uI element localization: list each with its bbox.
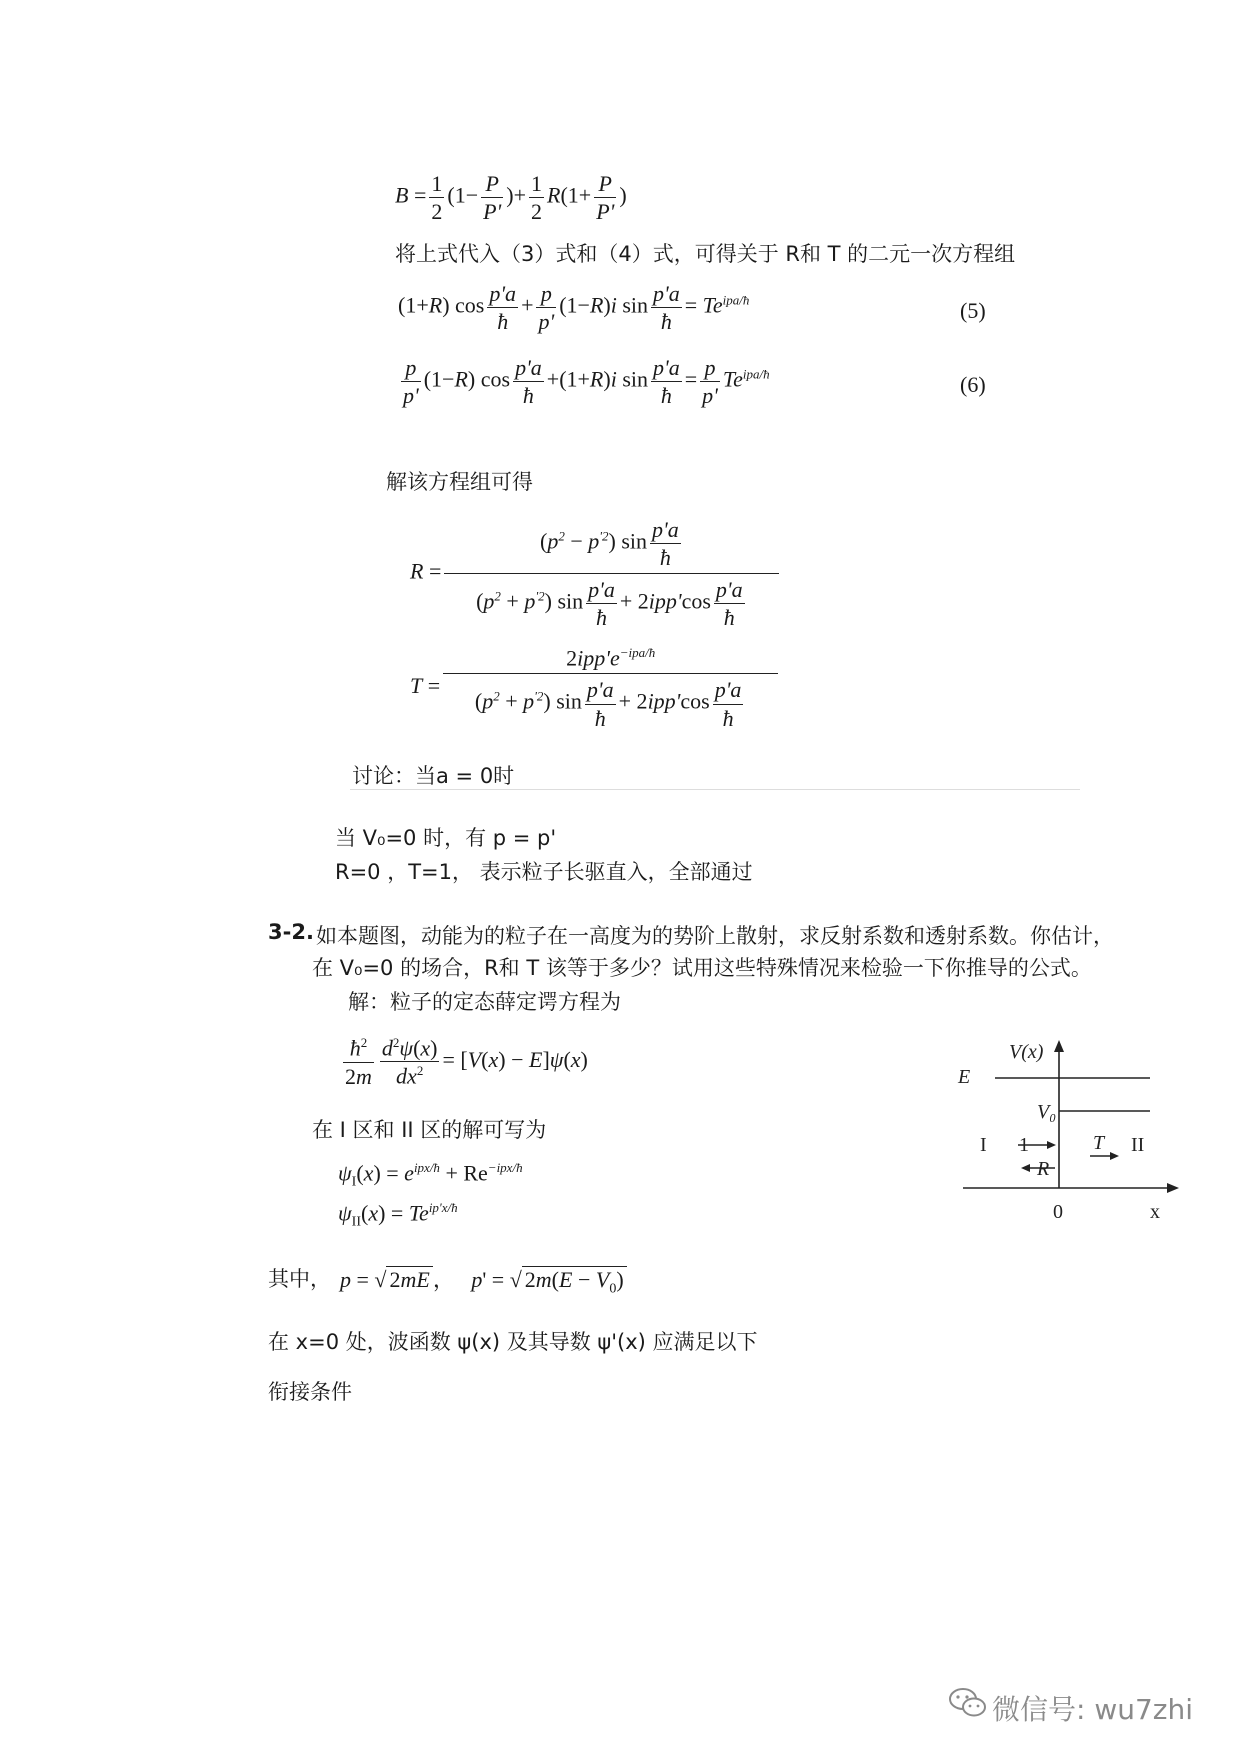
solve-line: 解该方程组可得 — [386, 470, 533, 494]
where-label: 其中， — [268, 1267, 331, 1291]
equation-t: T = $2ipp'e^{-ipa/ħ}$ $(p^2 + p^{'2})$ sin $\frac{p'a}{ħ}$ + 2ipp'cos $\frac{p'a}{ħ}$ — [410, 646, 781, 730]
matching-conditions: 衔接条件 — [268, 1380, 352, 1404]
reflected-label: R — [1037, 1158, 1050, 1180]
psi-2-solution: $\psi_{II}(x) = Te^{ip'x/ħ}$ — [338, 1200, 458, 1230]
divider — [350, 789, 1080, 790]
equation-b: B = $\frac{1}{2}$ (1− $\frac{P}{P'}$ )+ $\frac{1}{2}$ R(1+ $\frac{P}{P'}$ ) — [395, 171, 627, 225]
x-axis-label: x — [1150, 1201, 1160, 1223]
schrodinger-equation: $\frac{ħ^2}{2m}$ $\frac{d^2\psi(x)}{dx^2}$ = [V(x) − E]ψ(x) — [345, 1035, 588, 1089]
intro-line: 将上式代入（3）式和（4）式，可得关于 R和 T 的二元一次方程组 — [395, 242, 1016, 266]
boundary-line: 在 x=0 处，波函数 ψ(x) 及其导数 ψ'(x) 应满足以下 — [268, 1330, 758, 1354]
problem-line-1: 如本题图，动能为的粒子在一高度为的势阶上散射，求反射系数和透射系数。你估计， — [316, 924, 1114, 948]
watermark: 微信号: wu7zhi — [992, 1693, 1194, 1726]
step-label: V₀ — [1037, 1101, 1057, 1123]
equation-5-number: (5) — [960, 298, 986, 323]
discussion: 讨论：当a = 0时 — [352, 764, 515, 788]
equation-6: $\frac{p}{p'}$ (1−R) cos $\frac{p'a}{ħ}$ +(1+R)i sin $\frac{p'a}{ħ}$ = $\frac{p}{p'}$ $Te^{ipa/ħ}$ — [403, 355, 770, 409]
psi-1-solution: $\psi_I(x) = e^{ipx/ħ} + Re^{-ipx/ħ}$ — [338, 1160, 523, 1190]
rt-result: R=0 ，T=1， 表示粒子长驱直入，全部通过 — [335, 860, 753, 884]
regions-line: 在 I 区和 II 区的解可写为 — [312, 1118, 547, 1142]
origin-label: 0 — [1053, 1201, 1063, 1223]
potential-step-diagram — [955, 1038, 1215, 1238]
region-1-label: I — [980, 1134, 987, 1156]
momentum-definitions: p = √ 2mE ， p' = √ $2m(E - V_0)$ — [340, 1263, 627, 1297]
energy-label: E — [958, 1066, 971, 1088]
transmitted-label: T — [1093, 1132, 1105, 1154]
solution-intro: 解：粒子的定态薛定谔方程为 — [348, 990, 621, 1014]
equation-r: R = $(p^2 - p^{'2})$ sin $\frac{p'a}{ħ}$ $(p^2 + p^{'2})$ sin $\frac{p'a}{ħ}$ + 2ipp'cos $\frac{p'a}{ħ}$ — [410, 518, 782, 629]
equation-6-number: (6) — [960, 372, 986, 397]
region-2-label: II — [1131, 1134, 1145, 1156]
equation-5: (1+R) cos $\frac{p'a}{ħ}$ + $\frac{p}{p'}$ (1−R)i sin $\frac{p'a}{ħ}$ = $Te^{ipa/ħ}$ — [398, 281, 750, 335]
problem-line-2: 在 V₀=0 的场合，R和 T 该等于多少？试用这些特殊情况来检验一下你推导的公式。 — [312, 956, 1092, 980]
incident-label: 1 — [1019, 1134, 1029, 1156]
wechat-icon — [948, 1686, 988, 1720]
problem-number: 3-2. — [268, 920, 314, 944]
y-axis-label: V(x) — [1009, 1041, 1044, 1063]
v0-case: 当 V₀=0 时，有 p = p' — [335, 826, 557, 850]
